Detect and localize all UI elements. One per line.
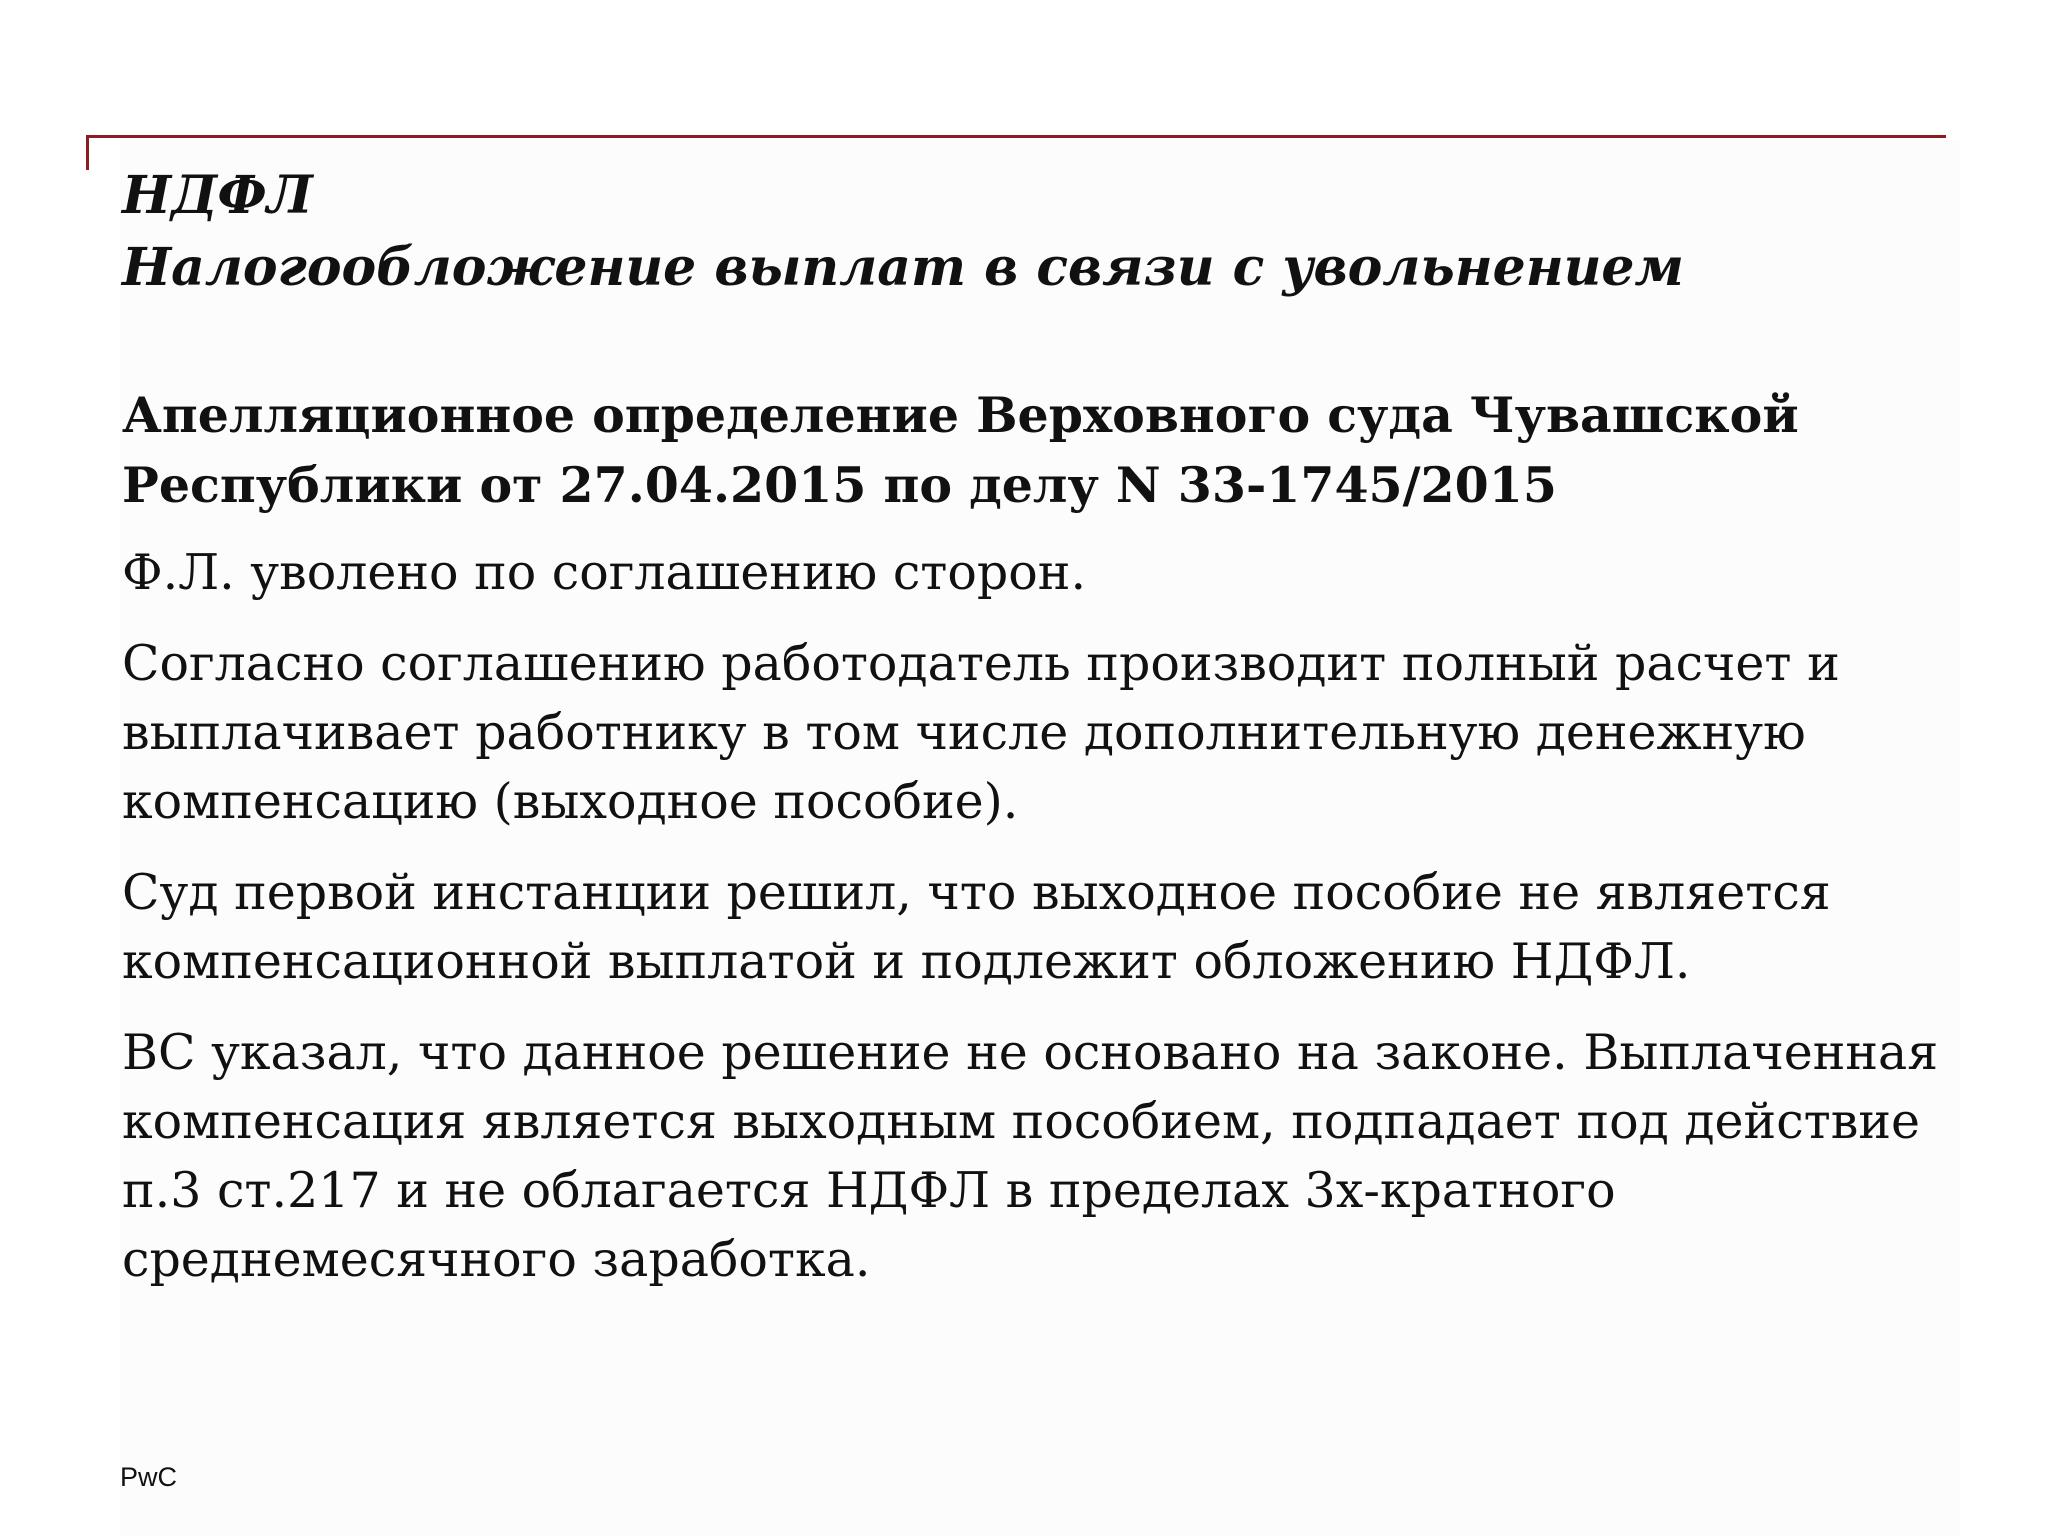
slide-body [122, 380, 1952, 1316]
header-rule [86, 135, 1946, 138]
paragraph-supreme-court: ВС указал, что данное решение не основано на законе. Выплаченная компенсация является выходным пособием, подпадает под действие п.3 ст.217 и не облагается НДФЛ в пределах 3х-кратного среднемесячного заработка. [122, 1024, 1939, 1288]
title-line-2: Налогообложение выплат в связи с увольнением [122, 237, 1684, 298]
header-rule-corner [86, 135, 89, 170]
title-line-1: НДФЛ [122, 165, 313, 226]
paragraph-first-instance: Суд первой инстанции решил, что выходное пособие не является компенсационной выплатой и подлежит обложению НДФЛ. [122, 864, 1831, 990]
case-heading: Апелляционное определение Верховного суда Чувашской Республики от 27.04.2015 по делу N 33-1745/2015 [122, 386, 1799, 514]
paragraph-dismissal: Ф.Л. уволено по соглашению сторон. [122, 544, 1087, 601]
paragraph-agreement: Согласно соглашению работодатель производит полный расчет и выплачивает работнику в том числе дополнительную денежную компенсацию (выходное пособие). [122, 635, 1840, 830]
footer-brand-label: PwC [120, 1462, 178, 1492]
slide-title [122, 160, 1942, 304]
